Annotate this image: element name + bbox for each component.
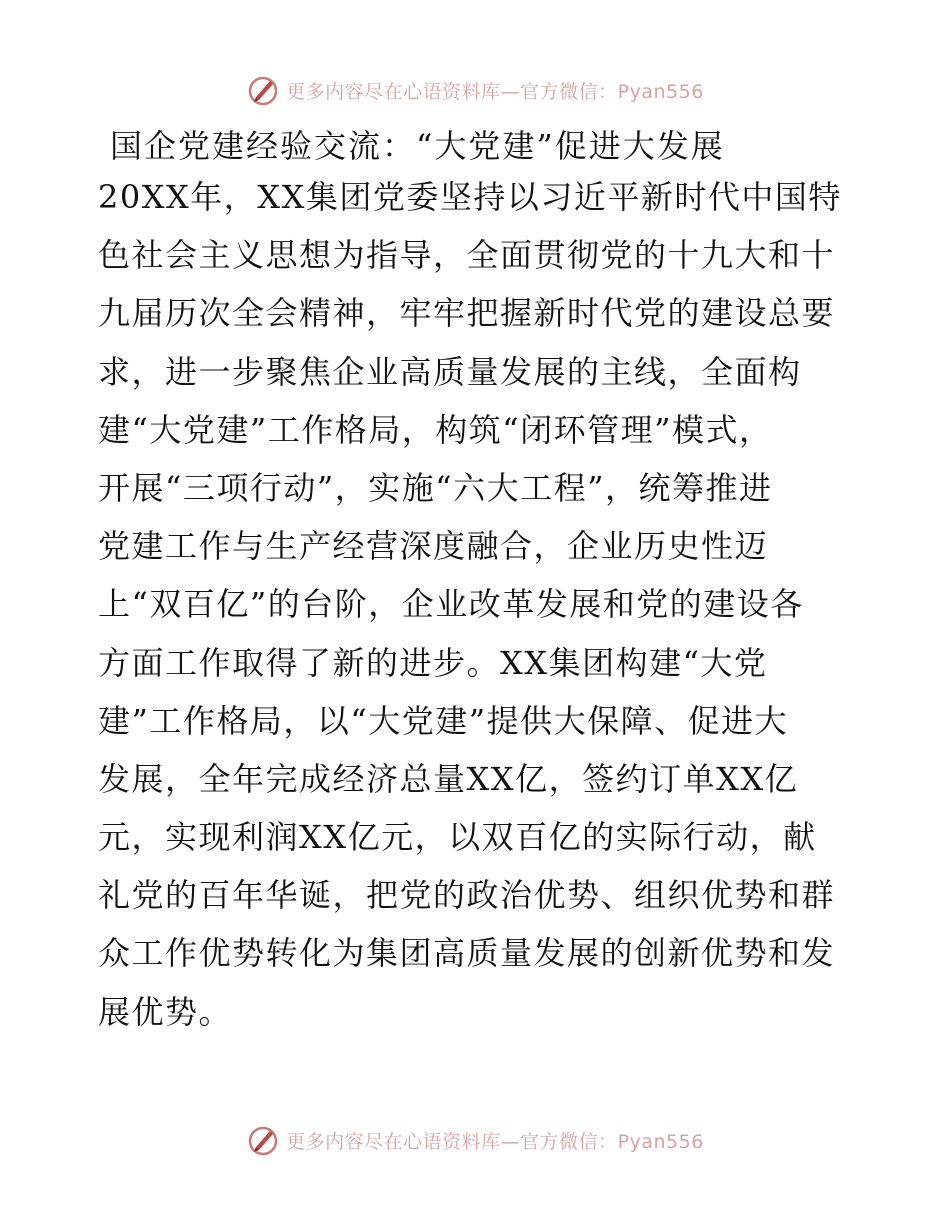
body-line: 上“双百亿”的台阶，企业改革发展和党的建设各 bbox=[98, 585, 804, 624]
body-line: 众工作优势转化为集团高质量发展的创新优势和发 bbox=[98, 934, 836, 973]
body-line: 党建工作与生产经营深度融合，企业历史性迈 bbox=[98, 527, 769, 566]
footer-watermark bbox=[0, 1120, 950, 1160]
header-watermark bbox=[0, 70, 950, 110]
body-line: 发展，全年完成经济总量XX亿，签约订单XX亿 bbox=[98, 759, 799, 798]
body-line: 建”工作格局，以“大党建”提供大保障、促进大 bbox=[98, 701, 789, 740]
body-line: 20XX年，XX集团党委坚持以习近平新时代中国特 bbox=[98, 178, 842, 216]
body-line: 礼党的百年华诞，把党的政治优势、组织优势和群 bbox=[98, 876, 836, 915]
watermark-text: 更多内容尽在心语资料库—官方微信：Pyan556 bbox=[286, 1130, 704, 1153]
watermark-text: 更多内容尽在心语资料库—官方微信：Pyan556 bbox=[286, 80, 704, 103]
body-line: 展优势。 bbox=[98, 992, 233, 1031]
body-line: 九届历次全会精神，牢牢把握新时代党的建设总要 bbox=[98, 294, 836, 333]
body-line: 元，实现利润XX亿元，以双百亿的实际行动，献 bbox=[98, 818, 817, 857]
body-line: 建“大党建”工作格局，构筑“闭环管理”模式， bbox=[98, 410, 773, 449]
body-line: 开展“三项行动”，实施“六大工程”，统筹推进 bbox=[98, 468, 773, 507]
pen-circle-logo-icon bbox=[246, 1123, 280, 1157]
document-body bbox=[98, 168, 850, 1041]
body-line: 求，进一步聚焦企业高质量发展的主线，全面构 bbox=[98, 352, 802, 391]
pen-circle-logo-icon bbox=[246, 73, 280, 107]
body-line: 方面工作取得了新的进步。XX集团构建“大党 bbox=[98, 643, 768, 682]
document-title: 国企党建经验交流：“大党建”促进大发展 bbox=[110, 127, 725, 165]
body-line: 色社会主义思想为指导，全面贯彻党的十九大和十 bbox=[98, 236, 836, 275]
